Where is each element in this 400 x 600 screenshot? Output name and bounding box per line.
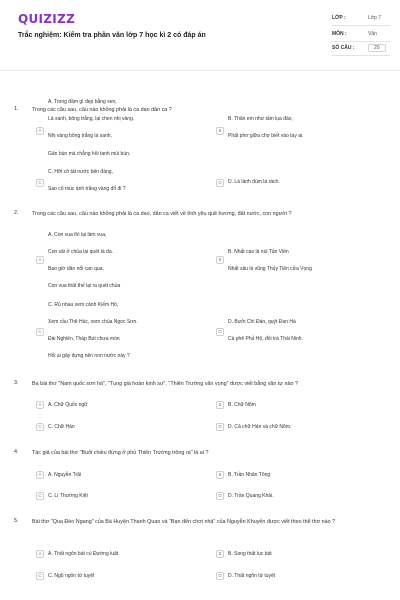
option-line: Nhất sâu là vũng Thủy Tiên cửa Vọng <box>228 266 312 272</box>
option-letter: B <box>216 127 224 135</box>
option-text: D. Cả chữ Hán và chữ Nôm. <box>228 424 292 430</box>
option-letter: D <box>216 572 224 580</box>
option-line: C. Rủ nhau xem cảnh Kiếm Hồ, <box>48 302 119 308</box>
option-line: A. Con vua thì lại làm vua, <box>48 232 107 238</box>
option-letter: B <box>216 471 224 479</box>
option-line: Nhị vàng bông trắng lá xanh, <box>48 133 112 139</box>
option-letter: C <box>36 572 44 580</box>
meta-grade-value: Lớp 7 <box>368 15 382 21</box>
option-line: A. Trong đầm gì đẹp bằng sen, <box>48 99 117 105</box>
question-text: Tác giả của bài thơ "Buổi chiều đứng ở phủ Thiên Trường trông ra" là ai ? <box>32 450 209 456</box>
option-text: D. Thất ngôn tứ tuyệt <box>228 573 276 579</box>
option-line: Gần bùn mà chẳng hôi tanh mùi bùn. <box>48 151 131 157</box>
option-text: B. Chữ Nôm <box>228 402 256 408</box>
option-line: B. Thân em như tấm lụa đào, <box>228 116 293 122</box>
option-letter: A <box>36 401 44 409</box>
option-letter: B <box>216 550 224 558</box>
option-letter: B <box>216 256 224 264</box>
question-number: 2. <box>14 210 19 216</box>
meta-count-label: SỐ CÂU : <box>332 45 355 51</box>
option-letter: A <box>36 471 44 479</box>
option-line: Đài Nghiên, Tháp Bút chưa mòn <box>48 336 120 342</box>
meta-subject-label: MÔN : <box>332 31 347 37</box>
option-text: C. Ngũ ngôn tứ tuyệt <box>48 573 95 579</box>
option-text: A. Nguyễn Trãi <box>48 472 82 478</box>
option-line: Con vua thất thế lại ra quét chùa <box>48 283 121 289</box>
option-line: Sao cô múc ánh trăng vàng đổ đi ? <box>48 186 126 192</box>
option-letter: C <box>36 179 44 187</box>
option-line: Bao giờ dân nổi can qua, <box>48 266 104 272</box>
option-line: Cà phê Phủ Hộ, đồi trà Thái Ninh. <box>228 336 303 342</box>
meta-grade <box>332 12 390 26</box>
option-line: C. Hỡi cô tát nước bên đàng, <box>48 169 113 175</box>
option-line: D. Lá lành đùm lá rách. <box>228 179 280 185</box>
option-line: D. Bưởi Chí Đán, quýt Đan Hà <box>228 319 296 325</box>
question-text: Ba bài thơ "Nam quốc sơn hà", "Tụng giá hoàn kinh sư", "Thiên Trường vãn vọng" được viết bằng văn tự nào ? <box>32 381 299 387</box>
option-text: A. Thất ngôn bát cú Đường luật <box>48 551 119 557</box>
question-text: Trong các câu sau, câu nào không phải là ca dao, dân ca viết về tình yêu quê hương, đất nước, con người ? <box>32 211 292 217</box>
option-letter: C <box>36 328 44 336</box>
option-text: C. Lí Thường Kiệt <box>48 493 88 499</box>
option-letter: A <box>36 127 44 135</box>
brand-logo: QUIZIZZ <box>18 12 76 26</box>
question-number: 1. <box>14 106 19 112</box>
option-letter: B <box>216 401 224 409</box>
option-letter: D <box>216 328 224 336</box>
option-line: Hỏi ai gây dựng nên non nước này ? <box>48 353 130 359</box>
option-letter: C <box>36 492 44 500</box>
meta-subject-value: Văn <box>368 31 377 37</box>
question-text: Trong các câu sau, câu nào không phải là ca dao dân ca ? <box>32 107 172 113</box>
option-line: B. Nhất cao là núi Tản Viên <box>228 249 289 255</box>
option-line: Xem cầu Thê Húc, xem chùa Ngọc Sơn. <box>48 319 138 325</box>
option-text: B. Song thất lục bát <box>228 551 272 557</box>
question-text: Bài thơ "Qua Đèo Ngang" của Bà Huyện Thanh Quan và "Bạn đến chơi nhà" của Nguyễn Khuyến được viết theo thể thơ nào ? <box>32 519 336 525</box>
option-letter: D <box>216 423 224 431</box>
option-line: Lá xanh, bông trắng, lại chen nhị vàng. <box>48 116 135 122</box>
option-letter: A <box>36 550 44 558</box>
option-text: D. Trần Quang Khải. <box>228 493 274 499</box>
option-text: A. Chữ Quốc ngữ <box>48 402 88 408</box>
page-title: Trắc nghiệm: Kiểm tra phần văn lớp 7 học kì 2 có đáp án <box>18 32 206 39</box>
option-letter: D <box>216 179 224 187</box>
option-letter: D <box>216 492 224 500</box>
page-header <box>0 0 400 72</box>
option-letter: C <box>36 423 44 431</box>
meta-subject <box>332 28 390 42</box>
question-number: 5. <box>14 518 19 524</box>
meta-grade-label: LỚP : <box>332 15 346 21</box>
question-number: 3. <box>14 380 19 386</box>
question-number: 4. <box>14 449 19 455</box>
option-line: Con sãi ở chùa lại quét lá đa. <box>48 249 113 255</box>
meta-count <box>332 42 390 56</box>
header-divider <box>0 70 400 71</box>
option-text: C. Chữ Hán <box>48 424 75 430</box>
option-text: B. Trần Nhân Tông <box>228 472 271 478</box>
option-line: Phất phơ giữa chợ biết vào tay ai. <box>228 133 304 139</box>
meta-count-value: 20 <box>368 44 386 52</box>
option-letter: A <box>36 256 44 264</box>
